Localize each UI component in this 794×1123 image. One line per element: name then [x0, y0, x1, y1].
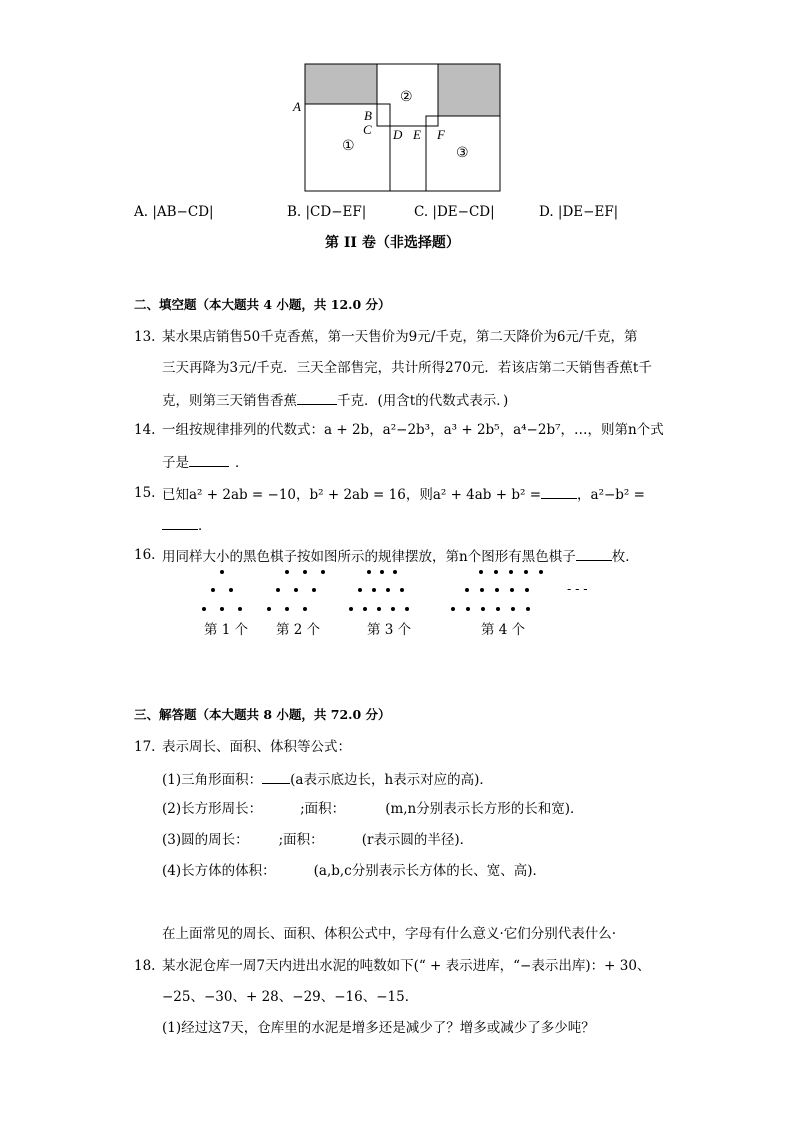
part2-title: 第 II 卷（非选择题）	[325, 235, 460, 251]
q17-item4	[162, 862, 546, 880]
q13-line3	[162, 390, 508, 410]
q13-line2: 三天再降为3元/千克．三天全部售完，共计所得270元．若该店第二天销售香蕉t千	[162, 360, 652, 376]
chess-piece	[303, 607, 307, 611]
q15-line1	[162, 484, 645, 504]
q16-caption-1: 第 1 个	[204, 622, 249, 638]
chess-piece	[525, 588, 529, 592]
point-label-c: C	[363, 122, 372, 137]
chess-piece	[363, 607, 367, 611]
q12-option-d: D. |DE−EF|	[539, 204, 619, 220]
q14-line2-text-b: ．	[235, 455, 249, 471]
q14-line2	[162, 452, 249, 472]
chess-piece	[211, 588, 215, 592]
chess-piece	[220, 570, 224, 574]
q12-option-a: A. |AB−CD|	[134, 204, 214, 220]
chess-piece	[405, 607, 409, 611]
chess-piece	[496, 607, 500, 611]
chess-piece	[479, 570, 483, 574]
shaded-region-left	[305, 64, 377, 104]
q18-line1: 某水泥仓库一周7天内进出水泥的吨数如下(“ + 表示进库，“−表示出库)：+ 30、	[162, 958, 651, 974]
chess-piece	[276, 588, 280, 592]
chess-piece	[465, 588, 469, 592]
point-label-a: A	[293, 99, 301, 114]
q18-number: 18.	[134, 958, 156, 974]
chess-piece	[349, 607, 353, 611]
q17-item1	[162, 769, 493, 789]
chess-piece	[481, 607, 485, 611]
q16-ellipsis: - - -	[567, 582, 588, 596]
q17-item1-blank[interactable]	[262, 769, 290, 784]
q12-option-b: B. |CD−EF|	[287, 204, 367, 220]
region-label-1: ①	[342, 138, 355, 154]
q15-answer-blank-2[interactable]	[162, 515, 198, 530]
chess-piece	[391, 607, 395, 611]
q16-line1-text-a: 用同样大小的黑色棋子按如图所示的规律摆放，第n个图形有黑色棋子	[162, 549, 576, 565]
point-label-d: D	[393, 127, 403, 142]
chess-piece	[358, 588, 362, 592]
chess-piece	[267, 607, 271, 611]
q12-option-c: C. |DE−CD|	[414, 204, 495, 220]
chess-piece	[294, 588, 298, 592]
section3-title: 三、解答题（本大题共 8 小题，共 72.0 分）	[134, 707, 391, 722]
chess-piece	[372, 588, 376, 592]
chess-piece	[466, 607, 470, 611]
q16-caption-3: 第 3 个	[367, 622, 412, 638]
q17-item4-text-b: (a,b,c分别表示长方体的长、宽、高)．	[313, 863, 546, 879]
q15-line2-text-b: ．	[198, 518, 212, 534]
chess-piece	[393, 570, 397, 574]
q18-line2: −25、−30、+ 28、−29、−16、−15．	[162, 989, 419, 1005]
chess-piece	[367, 570, 371, 574]
q16-caption-2: 第 2 个	[276, 622, 321, 638]
q17-item3-text-c: (r表示圆的半径)．	[361, 832, 474, 848]
q16-line1-text-b: 枚．	[611, 549, 639, 565]
point-label-e: E	[413, 127, 421, 142]
q16-line1	[162, 546, 639, 566]
q14-line2-text-a: 子是	[162, 455, 189, 471]
q17-item3-text-b: ;面积：	[278, 832, 324, 848]
chess-piece	[386, 588, 390, 592]
chess-piece	[285, 607, 289, 611]
chess-piece	[380, 570, 384, 574]
chess-piece	[229, 588, 233, 592]
q17-item1-text-b: (a表示底边长，h表示对应的高)．	[290, 772, 493, 788]
region-label-3: ③	[456, 145, 469, 161]
q15-line2	[162, 515, 212, 535]
chess-piece	[303, 570, 307, 574]
q17-item2-text-b: ;面积：	[300, 801, 346, 817]
q16-answer-blank[interactable]	[576, 546, 612, 561]
q13-answer-blank[interactable]	[297, 390, 337, 405]
chess-piece	[202, 607, 206, 611]
q15-line1-text-b: ，a²−b² =	[577, 487, 645, 503]
q17-item2-text-c: (m,n分别表示长方形的长和宽)．	[385, 801, 584, 817]
q17-item2-text-a: (2)长方形周长：	[162, 801, 263, 817]
chess-piece	[238, 607, 242, 611]
q17-item1-text-a: (1)三角形面积：	[162, 772, 263, 788]
point-label-b: B	[364, 108, 372, 123]
q13-number: 13.	[134, 329, 156, 345]
q13-line3-text-a: 克，则第三天销售香蕉	[162, 393, 297, 409]
q15-line1-text-a: 已知a² + 2ab = −10，b² + 2ab = 16，则a² + 4ab + b² =	[162, 487, 542, 503]
q16-caption-4: 第 4 个	[481, 622, 526, 638]
q14-answer-blank[interactable]	[189, 452, 229, 467]
chess-piece	[539, 570, 543, 574]
chess-piece	[495, 588, 499, 592]
q17-intro: 表示周长、面积、体积等公式：	[162, 739, 351, 755]
q16-number: 16.	[134, 547, 156, 563]
chess-piece	[377, 607, 381, 611]
chess-piece	[321, 570, 325, 574]
chess-piece	[312, 588, 316, 592]
region-label-2: ②	[400, 89, 413, 105]
q17-item4-text-a: (4)长方体的体积：	[162, 863, 276, 879]
q17-question: 在上面常见的周长、面积、体积公式中，字母有什么意义·它们分别代表什么·	[162, 926, 617, 942]
chess-piece	[510, 588, 514, 592]
chess-piece	[509, 570, 513, 574]
chess-piece	[480, 588, 484, 592]
shaded-region-right	[438, 64, 500, 116]
chess-piece	[285, 570, 289, 574]
q17-item2	[162, 800, 584, 818]
chess-piece	[524, 570, 528, 574]
chess-piece	[494, 570, 498, 574]
q14-line1: 一组按规律排列的代数式：a + 2b，a²−2b³，a³ + 2b⁵，a⁴−2b⁷，…，则第n个式	[162, 422, 664, 438]
q13-line1: 某水果店销售50千克香蕉，第一天售价为9元/千克，第二天降价为6元/千克，第	[162, 329, 638, 345]
section2-title: 二、填空题（本大题共 4 小题，共 12.0 分）	[134, 297, 391, 312]
chess-piece	[220, 607, 224, 611]
chess-piece	[511, 607, 515, 611]
point-label-f: F	[437, 127, 445, 142]
q15-answer-blank-1[interactable]	[541, 484, 577, 499]
q17-item3-text-a: (3)圆的周长：	[162, 832, 249, 848]
q18-sub1: (1)经过这7天，仓库里的水泥是增多还是减少了？增多或减少了多少吨？	[162, 1020, 595, 1036]
chess-piece	[451, 607, 455, 611]
q14-number: 14.	[134, 422, 156, 438]
q17-item3	[162, 831, 473, 849]
chess-piece	[526, 607, 530, 611]
q13-line3-text-b: 千克．(用含t的代数式表示．)	[337, 393, 509, 409]
q17-number: 17.	[134, 739, 156, 755]
q15-number: 15.	[134, 485, 156, 501]
chess-piece	[400, 588, 404, 592]
